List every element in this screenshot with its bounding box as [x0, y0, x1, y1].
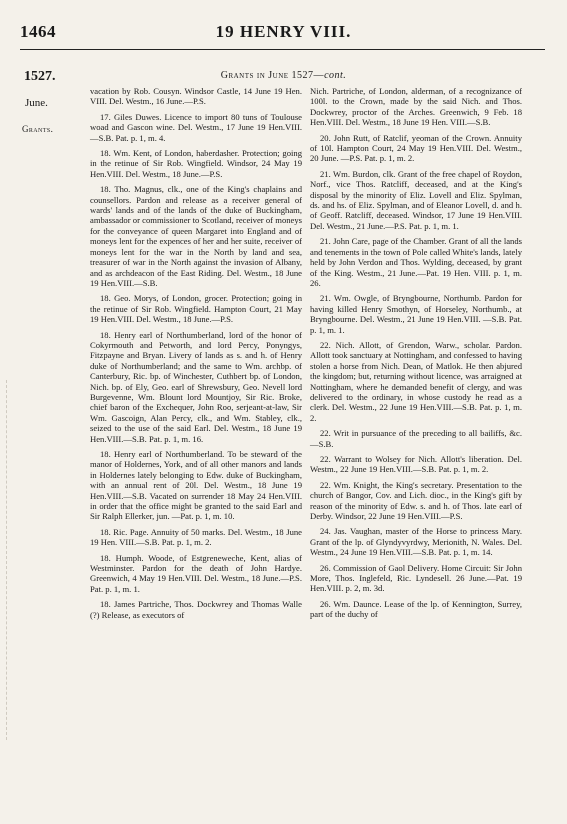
side-month: June.: [25, 97, 48, 109]
entry: 18. Humph. Woode, of Estgreneweche, Kent, alias of Westminster. Pardon for the death of John Hardye. Greenwich, 4 May 19 Hen.VIII. Del. Westm., 18 June.—P.S. Pat. p. 1, m. 1.: [90, 552, 302, 594]
right-column: [310, 86, 522, 625]
left-column: [90, 86, 302, 625]
entry: 18. Henry earl of Northumberland, lord of the honor of Cokyrmouth and Petworth, and lord Percy, Ponyngys, Fitzpayne and Bryan. Livery of lands as s. and h. of Henry duke of Northumberland; and the same to Wm. archbp. of Canterbury, Ric. bp. of Winchester, Cuthbert bp. of London, Nich. bp. of Ely, Geo. earl of Shrewsbury, Geo. Nevell lord Burgevenne, Wm. Blount lord Mountjoy, Sir Ric. Broke, chief baron of the Exchequer, John Roo, serjeant-at-law, Sir Wm. Gascoign, Alan Percy, clk., and Wm. Stabley, clk., seized to the use of the said Earl. Del. Westm., 18 June 19 Hen.VIII.—S.B. Pat. p. 1, m. 16.: [90, 329, 302, 444]
entry: Nich. Partriche, of London, alderman, of a recognizance of 100l. to the Crown, made by the said Nich. and Thos. Dockwrey, proctor of the Arches. Greenwich, 9 Feb. 18 Hen.VIII. Del. Westm., 18 June 19 Hen. VIII.—S.B.: [310, 86, 522, 128]
entry: 26. Wm. Daunce. Lease of the lp. of Kennington, Surrey, part of the duchy of: [310, 598, 522, 620]
entry: 21. Wm. Owgle, of Bryngbourne, Northumb. Pardon for having killed Henry Smothyn, of Horseley, Northumb., at Bryngbourne. Del. Westm., 21 June 19 Hen.VIII. —S.B. Pat. p. 1, m. 1.: [310, 293, 522, 335]
subtitle-main: Grants in June 1527—: [220, 70, 325, 81]
entry: 18. Wm. Kent, of London, haberdasher. Protection; going in the retinue of Sir Rob. Wingfield. Windsor, 24 May 19 Hen.VIII. Del. Westm., 18 June.—P.S.: [90, 148, 302, 179]
header-rule: [20, 49, 545, 50]
entry: vacation by Rob. Cousyn. Windsor Castle, 14 June 19 Hen. VIII. Del. Westm., 16 June.—P.S.: [90, 86, 302, 107]
page-header: [0, 22, 567, 42]
entry: 24. Jas. Vaughan, master of the Horse to princess Mary. Grant of the lp. of Glyndyvyrdwy, Merionith, N. Wales. Del. Westm., 24 June 19 Hen.VIII.—S.B. Pat. p. 1, m. 14.: [310, 526, 522, 558]
subtitle-cont: cont.: [324, 70, 347, 81]
year-label: 1527.: [24, 69, 56, 84]
entry: 18. Ric. Page. Annuity of 50 marks. Del. Westm., 18 June 19 Hen. VIII.—S.B. Pat. p. 1, m. 2.: [90, 526, 302, 548]
section-subtitle: [0, 70, 567, 81]
entry: 18. Henry earl of Northumberland. To be steward of the manor of Holdernes, York, and of all other manors and lands in Holdernes lately belonging to Edw. duke of Buckingham, with an annual rent of 20l. Del. Westm., 18 June 19 Hen.VIII.—S.B. Vacated on surrender 18 May 24 Hen.VIII. in order that the office might be granted to the said Earl and Sir Ralph Ellerker, jun. —Pat. p. 1, m. 10.: [90, 449, 302, 522]
entry: 21. John Care, page of the Chamber. Grant of all the lands and tenements in the town of Pole called White's lands, lately held by John Verdon and Thos. Wylding, deceased, by grant of the King. Westm., 21 June.—Pat. 19 Hen. VIII. p. 1, m. 26.: [310, 236, 522, 288]
entry: 22. Writ in pursuance of the preceding to all bailiffs, &c.—S.B.: [310, 428, 522, 449]
entry: 26. Commission of Gaol Delivery. Home Circuit: Sir John More, Thos. Inglefeld, Ric. Lyndesell. 26 June.—Pat. 19 Hen.VIII. p. 2, m. 3d.: [310, 562, 522, 594]
entry: 18. James Partriche, Thos. Dockwrey and Thomas Walle (?) Release, as executors of: [90, 599, 302, 620]
entry: 21. Wm. Burdon, clk. Grant of the free chapel of Roydon, Norf., vice Thos. Ratcliff, deceased, and at the King's disposal by the minority of Eliz. Lovell and Eliz. Spylman, ds. and hs. of Eliz. Spylman, and of Eleanor Lovell, d. and h. of Geoff. Ratcliff, deceased. Windsor, 17 June 19 Hen.VIII. Del. Westm., 21 June.—P.S. Pat. p. 1, m. 1.: [310, 168, 522, 231]
entry: 22. Nich. Allott, of Grendon, Warw., scholar. Pardon. Allott took sanctuary at Nottingham, and confessed to having stolen a horse from Nich. Dean, of Matlok. He then abjured the kingdom; but, returning without licence, was arraigned at Nottingham, where he demanded benefit of clergy, and was delivered to the ordinary, in whose custody he read as a clerk. Del. Westm., 22 June 19 Hen.VIII.—S.B. Pat. p. 1, m. 2.: [310, 339, 522, 423]
entry: 22. Wm. Knight, the King's secretary. Presentation to the church of Bangor, Cov. and Lich. dioc., in the King's gift by reason of the minority of Edw. s. and h. of Thos. late earl of Derby. Windsor, 22 June 19 Hen.VIII.—P.S.: [310, 479, 522, 522]
entry: 22. Warrant to Wolsey for Nich. Allott's liberation. Del. Westm., 22 June 19 Hen.VIII.—S.B. Pat. p. 1, m. 2.: [310, 454, 522, 475]
entry: 18. Geo. Morys, of London, grocer. Protection; going in the retinue of Sir Rob. Wingfield. Hampton Court, 21 May 19 Hen.VIII. Del. Westm., 18 June.—P.S.: [90, 293, 302, 325]
running-title: 19 HENRY VIII.: [215, 22, 352, 41]
page-number: 1464: [20, 22, 56, 41]
entry: 17. Giles Duwes. Licence to import 80 tuns of Toulouse woad and Gascon wine. Del. Westm., 17 June 19 Hen.VIII.—S.B. Pat. p. 1, m. 4.: [90, 111, 302, 143]
entry: 18. Tho. Magnus, clk., one of the King's chaplains and counsellors. Pardon and release as a receiver general of wards' lands and of the lands of the duke of Buckingham, ambassador or commissioner to Scotland, receiver of moneys for the conveyance of queen Margaret into England and of moneys lent for the expences of her and her suite, receiver of moneys lent for the war in the North by land and sea, treasurer of war in the North against the invasion of Albany, and as archdeacon of the East Riding. Del. Westm., 18 June 19 Hen.VIII.—S.B.: [90, 184, 302, 288]
margin-watermark: [6, 380, 41, 740]
side-section: Grants.: [22, 124, 54, 134]
entry: 20. John Rutt, of Ratclif, yeoman of the Crown. Annuity of 10l. Hampton Court, 24 May 19 Hen.VIII. Del. Westm., 20 June. —P.S. Pat. p. 1, m. 2.: [310, 132, 522, 164]
